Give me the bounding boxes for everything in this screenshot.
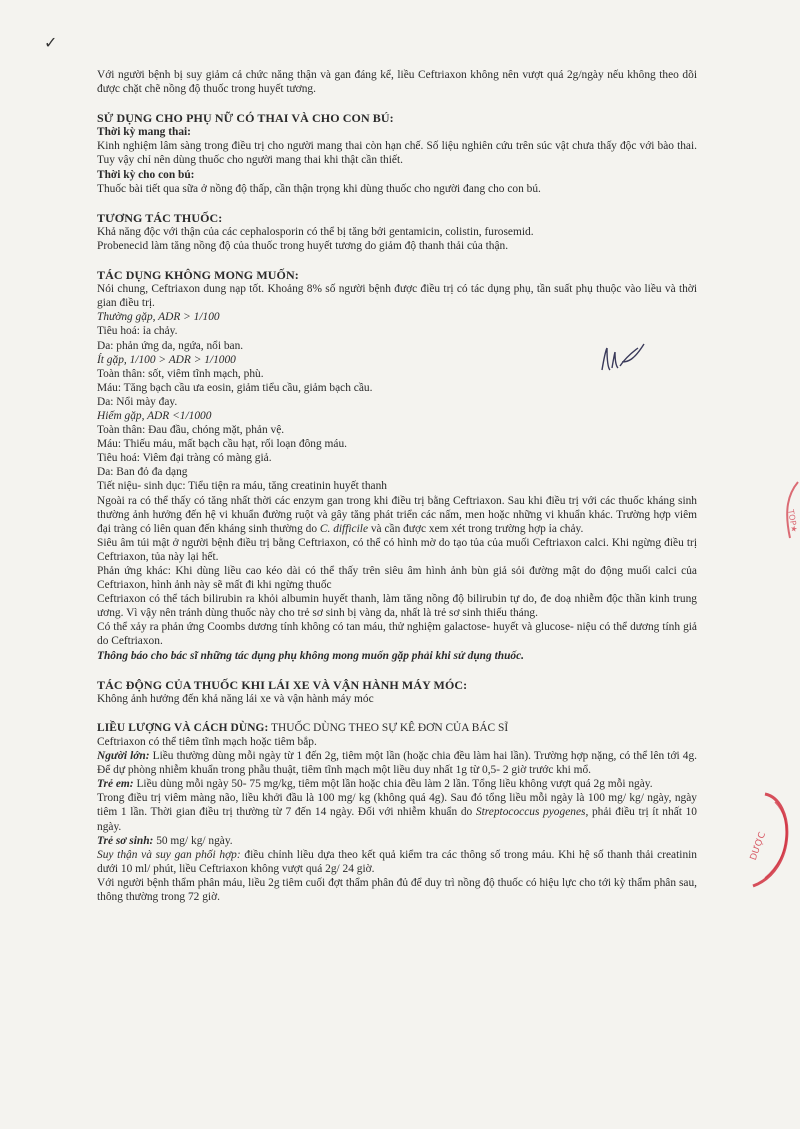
text-run: Trong điều trị viêm màng não, liều khởi đầu là 100 mg/ kg (không quá 4g). Sau đó tổng liều mỗi ngày là 100 mg/ kg/ ngày, ngày tiêm 1 lần. Thời gian điều trị thường từ 7 đến 14 ngày. Đối với nhiễm khuẩn do xyxy=(97,792,697,819)
section-driving xyxy=(97,678,697,706)
text-run-italic: Streptococcus pyogenes, xyxy=(475,806,589,819)
paragraph: Kinh nghiệm lâm sàng trong điều trị cho người mang thai còn hạn chế. Số liệu nghiên cứu trên súc vật chưa thấy độc với bào thai. Tuy vậy chỉ nên dùng thuốc cho người mang thai khi thật cần thiết. xyxy=(97,140,697,167)
paragraph: Ceftriaxon có thể tách bilirubin ra khỏi albumin huyết thanh, làm tăng nồng độ bilirubin tự do, đe doạ nhiễm độc thần kinh trung ương. Vì vậy nên tránh dùng thuốc này cho trẻ sơ sinh bị vàng da, nhất là trẻ sơ sinh thiếu tháng. xyxy=(97,593,697,620)
paragraph xyxy=(97,749,697,777)
section-heading: LIỀU LƯỢNG VÀ CÁCH DÙNG: xyxy=(97,721,269,734)
section-dosage xyxy=(97,721,697,904)
section-adverse-effects xyxy=(97,268,697,663)
notice-text: Thông báo cho bác sĩ những tác dụng phụ không mong muốn gặp phải khi sử dụng thuốc. xyxy=(97,649,524,662)
text-run: và cần được xem xét trong trường hợp ỉa chảy. xyxy=(370,522,584,535)
paragraph: Không ảnh hưởng đến khả năng lái xe và vận hành máy móc xyxy=(97,692,374,705)
section-heading: TÁC DỤNG KHÔNG MONG MUỐN: xyxy=(97,268,299,283)
inline-label: Suy thận và suy gan phối hợp: xyxy=(97,848,241,861)
document-body xyxy=(97,68,697,904)
list-item: Tiêu hoá: Viêm đại tràng có màng giả. xyxy=(97,452,272,465)
text-run: Ngoài ra có thể thấy có tăng nhất thời các enzym gan trong khi điều trị bằng Ceftriaxon. Sau khi điều trị với các thuốc kháng sinh thường ảnh hưởng đến hệ vi khuẩn đường ruột và gây tăng phát triển các nấm, men hoặc những vi khuẩn khác. Trường hợp viêm đại tràng có liên quan đến kháng sinh thường do xyxy=(97,494,697,535)
frequency-label: Thường gặp, ADR > 1/100 xyxy=(97,311,220,324)
inline-label: Trẻ sơ sinh: xyxy=(97,834,154,847)
list-item: Máu: Tăng bạch cầu ưa eosin, giảm tiểu cầu, giảm bạch cầu. xyxy=(97,381,373,394)
section-heading-line xyxy=(97,721,697,735)
subheading: Thời kỳ cho con bú: xyxy=(97,168,195,181)
svg-text:DƯỢC: DƯỢC xyxy=(748,830,769,862)
inline-label: Người lớn: xyxy=(97,750,150,763)
paragraph: Với người bệnh thẩm phân máu, liều 2g tiêm cuối đợt thẩm phân đủ để duy trì nồng độ thuốc có hiệu lực cho tới kỳ thẩm phân sau, thông thường trong 72 giờ. xyxy=(97,876,697,903)
paragraph xyxy=(97,777,697,791)
heading-tail: THUỐC DÙNG THEO SỰ KÊ ĐƠN CỦA BÁC SĨ xyxy=(271,721,509,734)
paragraph: Siêu âm túi mật ở người bệnh điều trị bằng Ceftriaxon, có thể có hình mờ do tạo tủa của muối Ceftriaxon calci. Khi ngừng điều trị Ceftriaxon, tủa này lại hết. xyxy=(97,536,697,563)
text-run: phải điều trị ít nhất 10 ngày. xyxy=(97,806,697,833)
red-stamp-icon xyxy=(735,790,800,890)
text-run: 50 mg/ kg/ ngày. xyxy=(156,834,233,847)
paragraph xyxy=(97,834,697,848)
list-item: Da: Ban đỏ đa dạng xyxy=(97,466,188,479)
paragraph: Thuốc bài tiết qua sữa ở nồng độ thấp, cần thận trọng khi dùng thuốc cho người đang cho con bú. xyxy=(97,182,541,195)
subheading: Thời kỳ mang thai: xyxy=(97,126,191,139)
paragraph: Có thể xảy ra phản ứng Coombs dương tính không có tan máu, thử nghiệm galactose- huyết và glucose- niệu có thể dương tính giả do Ceftriaxon. xyxy=(97,621,697,648)
paragraph xyxy=(97,791,697,833)
paragraph xyxy=(97,848,697,876)
paragraph xyxy=(97,494,697,536)
corner-mark-icon: ✓ xyxy=(44,35,58,52)
paragraph: Probenecid làm tăng nồng độ của thuốc trong huyết tương do giảm độ thanh thải của thận. xyxy=(97,239,509,252)
section-pregnancy xyxy=(97,111,697,196)
paragraph: Nói chung, Ceftriaxon dung nạp tốt. Khoảng 8% số người bệnh được điều trị có tác dụng phụ, tần suất phụ thuộc vào liều và thời gian điều trị. xyxy=(97,283,697,310)
paragraph: Phản ứng khác: Khi dùng liều cao kéo dài có thể thấy trên siêu âm hình ảnh bùn giả sỏi đường mật do động muối calci của Ceftriaxon, hình ảnh này sẽ mất đi khi ngừng thuốc xyxy=(97,565,697,592)
list-item: Tiết niệu- sinh dục: Tiểu tiện ra máu, tăng creatinin huyết thanh xyxy=(97,480,387,493)
stamp-fragment-icon xyxy=(770,480,800,540)
text-run: điều chỉnh liều dựa theo kết quả kiểm tra các thông số trong máu. Khi hệ số thanh thải creatinin dưới 10 ml/ phút, liều Ceftriaxon không vượt quá 2g/ 24 giờ. xyxy=(97,848,698,875)
section-interactions xyxy=(97,211,697,253)
paragraph: Ceftriaxon có thể tiêm tĩnh mạch hoặc tiêm bắp. xyxy=(97,735,317,748)
list-item: Da: phản ứng da, ngứa, nổi ban. xyxy=(97,339,244,352)
text-run: Liều dùng mỗi ngày 50- 75 mg/kg, tiêm một lần hoặc chia đều làm 2 lần. Tổng liều không vượt quá 2g mỗi ngày. xyxy=(136,778,653,791)
frequency-label: Hiếm gặp, ADR <1/1000 xyxy=(97,409,212,422)
svg-text:TOP★: TOP★ xyxy=(786,508,799,534)
list-item: Da: Nổi mày đay. xyxy=(97,395,178,408)
intro-paragraph: Với người bệnh bị suy giảm cả chức năng thận và gan đáng kể, liều Ceftriaxon không nên vượt quá 2g/ngày nếu không theo dõi được chặt chẽ nồng độ thuốc trong huyết tương. xyxy=(97,69,697,96)
section-heading: TÁC ĐỘNG CỦA THUỐC KHI LÁI XE VÀ VẬN HÀNH MÁY MÓC: xyxy=(97,677,468,692)
paragraph: Khả năng độc với thận của các cephalosporin có thể bị tăng bởi gentamicin, colistin, furosemid. xyxy=(97,225,534,238)
list-item: Toàn thân: Đau đầu, chóng mặt, phản vệ. xyxy=(97,424,285,437)
frequency-label: Ít gặp, 1/100 > ADR > 1/1000 xyxy=(97,353,236,366)
list-item: Máu: Thiếu máu, mất bạch cầu hạt, rối loạn đông máu. xyxy=(97,438,347,451)
list-item: Toàn thân: sốt, viêm tĩnh mạch, phù. xyxy=(97,367,264,380)
text-run: Liều thường dùng mỗi ngày từ 1 đến 2g, tiêm một lần (hoặc chia đều làm hai lần). Trường hợp nặng, có thể lên tới 4g. Để dự phòng nhiễm khuẩn trong phẫu thuật, tiêm tĩnh mạch một liều duy nhất 1g từ 0,5- 2 giờ trước khi mổ. xyxy=(97,750,697,777)
list-item: Tiêu hoá: ỉa chảy. xyxy=(97,325,178,338)
text-run-italic: C. difficile xyxy=(319,522,368,535)
inline-label: Trẻ em: xyxy=(97,778,134,791)
section-heading: TƯƠNG TÁC THUỐC: xyxy=(97,210,223,225)
section-heading: SỬ DỤNG CHO PHỤ NỮ CÓ THAI VÀ CHO CON BÚ: xyxy=(97,111,394,126)
